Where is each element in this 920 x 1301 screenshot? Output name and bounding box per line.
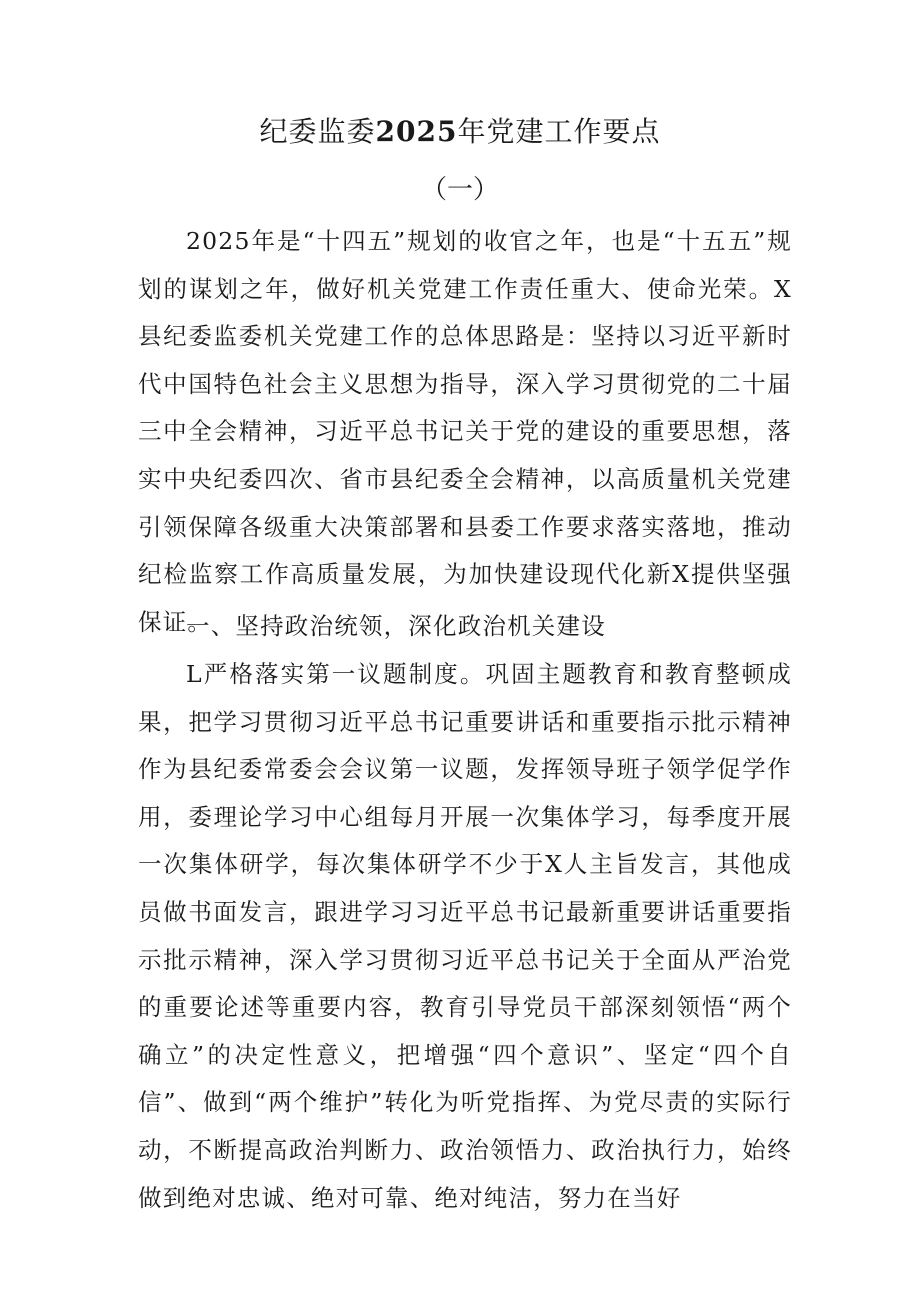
document-subtitle: （一） [420, 175, 499, 205]
section-heading: 一、坚持政治统领，深化政治机关建设 [186, 612, 606, 640]
item-paragraph: L严格落实第一议题制度。巩固主题教育和教育整顿成果，把学习贯彻习近平总书记重要讲话和重要指示批示精神作为县纪委常委会会议第一议题，发挥领导班子领学促学作用，委理论学习中心组每月开展一次集体学习，每季度开展一次集体研学，每次集体研学不少于X人主旨发言，其他成员做书面发言，跟进学习习近平总书记最新重要讲话重要指示批示精神，深入学习贯彻习近平总书记关于全面从严治党的重要论述等重要内容，教育引导党员干部深刻领悟“两个确立”的决定性意义，把增强“四个意识”、坚定“四个自信”、做到“两个维护”转化为听党指挥、为党尽责的实际行动，不断提高政治判断力、政治领悟力、政治执行力，始终做到绝对忠诚、绝对可靠、绝对纯洁，努力在当好 [138, 660, 792, 1212]
intro-paragraph: 2025年是“十四五”规划的收官之年，也是“十五五”规划的谋划之年，做好机关党建工作责任重大、使命光荣。X县纪委监委机关党建工作的总体思路是：坚持以习近平新时代中国特色社会主义思想为指导，深入学习贯彻党的二十届三中全会精神，习近平总书记关于党的建设的重要思想，落实中央纪委四次、省市县纪委全会精神，以高质量机关党建引领保障各级重大决策部署和县委工作要求落实落地，推动纪检监察工作高质量发展，为加快建设现代化新X提供坚强保证。 [138, 227, 792, 636]
title-year: 2025 [375, 115, 458, 148]
title-suffix: 年党建工作要点 [457, 115, 661, 148]
title-prefix: 纪委监委 [259, 115, 376, 148]
document-title [0, 112, 920, 152]
